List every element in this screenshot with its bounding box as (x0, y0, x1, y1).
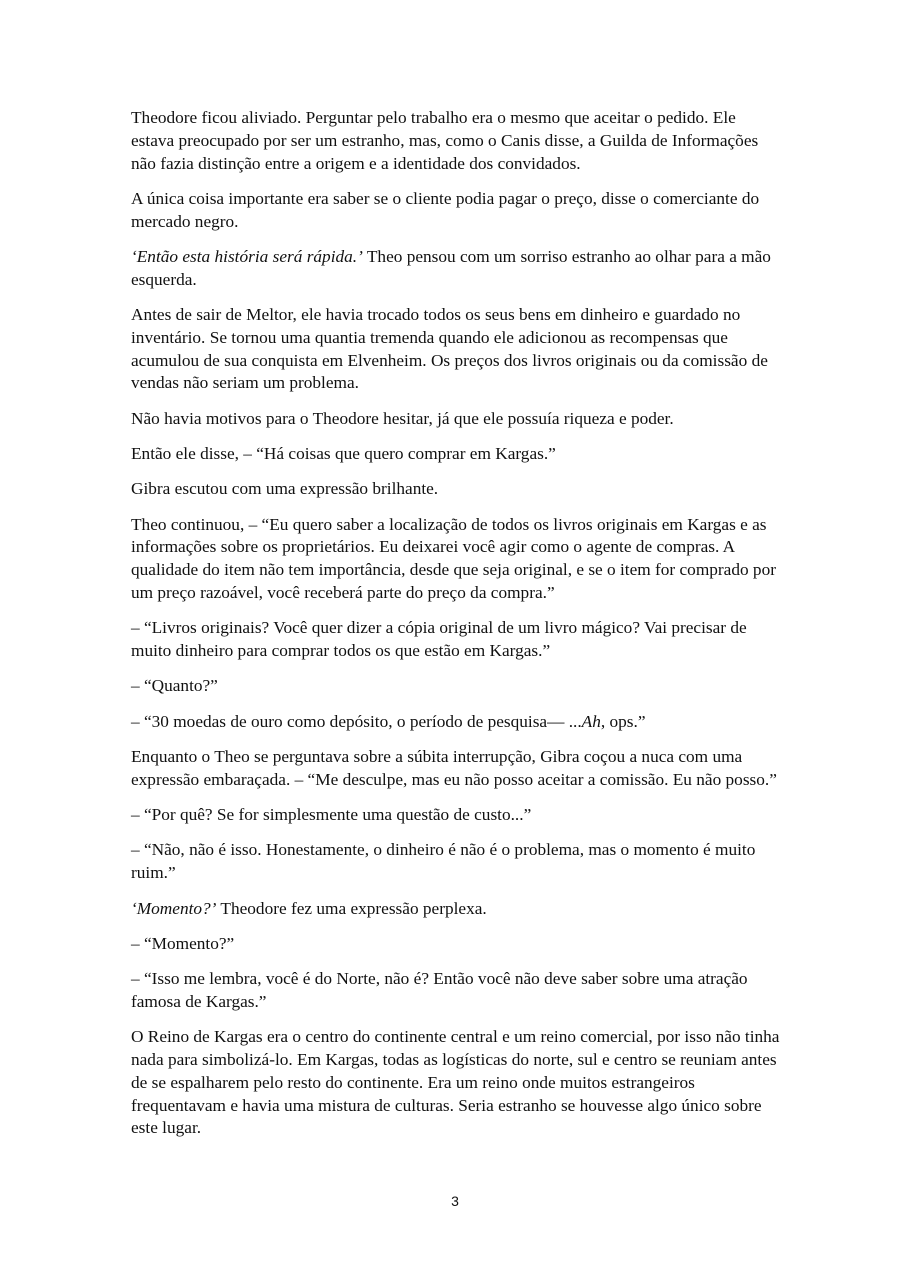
page-number: 3 (451, 1193, 459, 1209)
paragraph: – “30 moedas de ouro como depósito, o período de pesquisa— ...Ah, ops.” (131, 711, 646, 731)
paragraph: Não havia motivos para o Theodore hesitar, já que ele possuía riqueza e poder. (131, 408, 674, 428)
paragraph: – “Quanto?” (131, 676, 218, 696)
paragraph: Então ele disse, – “Há coisas que quero comprar em Kargas.” (131, 444, 556, 464)
italic-thought: ‘Momento?’ (131, 898, 217, 918)
paragraph: – “Livros originais? Você quer dizer a cópia original de um livro mágico? Vai precisar de muito dinheiro para comprar todos os que estão em Kargas.” (131, 618, 747, 661)
paragraph: O Reino de Kargas era o centro do continente central e um reino comercial, por isso não tinha nada para simbolizá-lo. Em Kargas, todas as logísticas do norte, sul e centro se reuniam antes de se espalharem pelo resto do continente. Era um reino onde muitos estrangeiros frequentavam e havia uma mistura de culturas. Seria estranho se houvesse algo único sobre este lugar. (131, 1027, 780, 1138)
document-body (131, 107, 781, 1153)
paragraph: – “Não, não é isso. Honestamente, o dinheiro é não é o problema, mas o momento é muito ruim.” (131, 840, 756, 883)
paragraph: Gibra escutou com uma expressão brilhante. (131, 479, 439, 499)
paragraph: Theodore ficou aliviado. Perguntar pelo trabalho era o mesmo que aceitar o pedido. Ele estava preocupado por ser um estranho, mas, como o Canis disse, a Guilda de Informações não fazia distinção entre a origem e a identidade dos convidados. (131, 108, 759, 173)
paragraph: A única coisa importante era saber se o cliente podia pagar o preço, disse o comerciante do mercado negro. (131, 188, 760, 231)
paragraph: – “Isso me lembra, você é do Norte, não é? Então você não deve saber sobre uma atração famosa de Kargas.” (131, 969, 748, 1011)
italic-word: Ah (581, 711, 601, 731)
paragraph: Enquanto o Theo se perguntava sobre a súbita interrupção, Gibra coçou a nuca com uma expressão embaraçada. – “Me desculpe, mas eu não posso aceitar a comissão. Eu não posso.” (131, 747, 777, 789)
paragraph: ‘Momento?’ Theodore fez uma expressão perplexa. (131, 898, 487, 918)
paragraph: – “Por quê? Se for simplesmente uma questão de custo...” (131, 805, 532, 825)
paragraph: ‘Então esta história será rápida.’ Theo pensou com um sorriso estranho ao olhar para a mão esquerda. (131, 246, 771, 289)
paragraph: Theo continuou, – “Eu quero saber a localização de todos os livros originais em Kargas e as informações sobre os proprietários. Eu deixarei você agir como o agente de compras. A qualidade do item não tem importância, desde que seja original, e se o item for comprado por um preço razoável, você receberá parte do preço da compra.” (131, 514, 776, 603)
paragraph: – “Momento?” (131, 933, 235, 953)
paragraph: Antes de sair de Meltor, ele havia trocado todos os seus bens em dinheiro e guardado no inventário. Se tornou uma quantia tremenda quando ele adicionou as recompensas que acumulou de sua conquista em Elvenheim. Os preços dos livros originais ou da comissão de vendas não seriam um problema. (131, 305, 768, 393)
italic-thought: ‘Então esta história será rápida.’ (131, 246, 363, 266)
